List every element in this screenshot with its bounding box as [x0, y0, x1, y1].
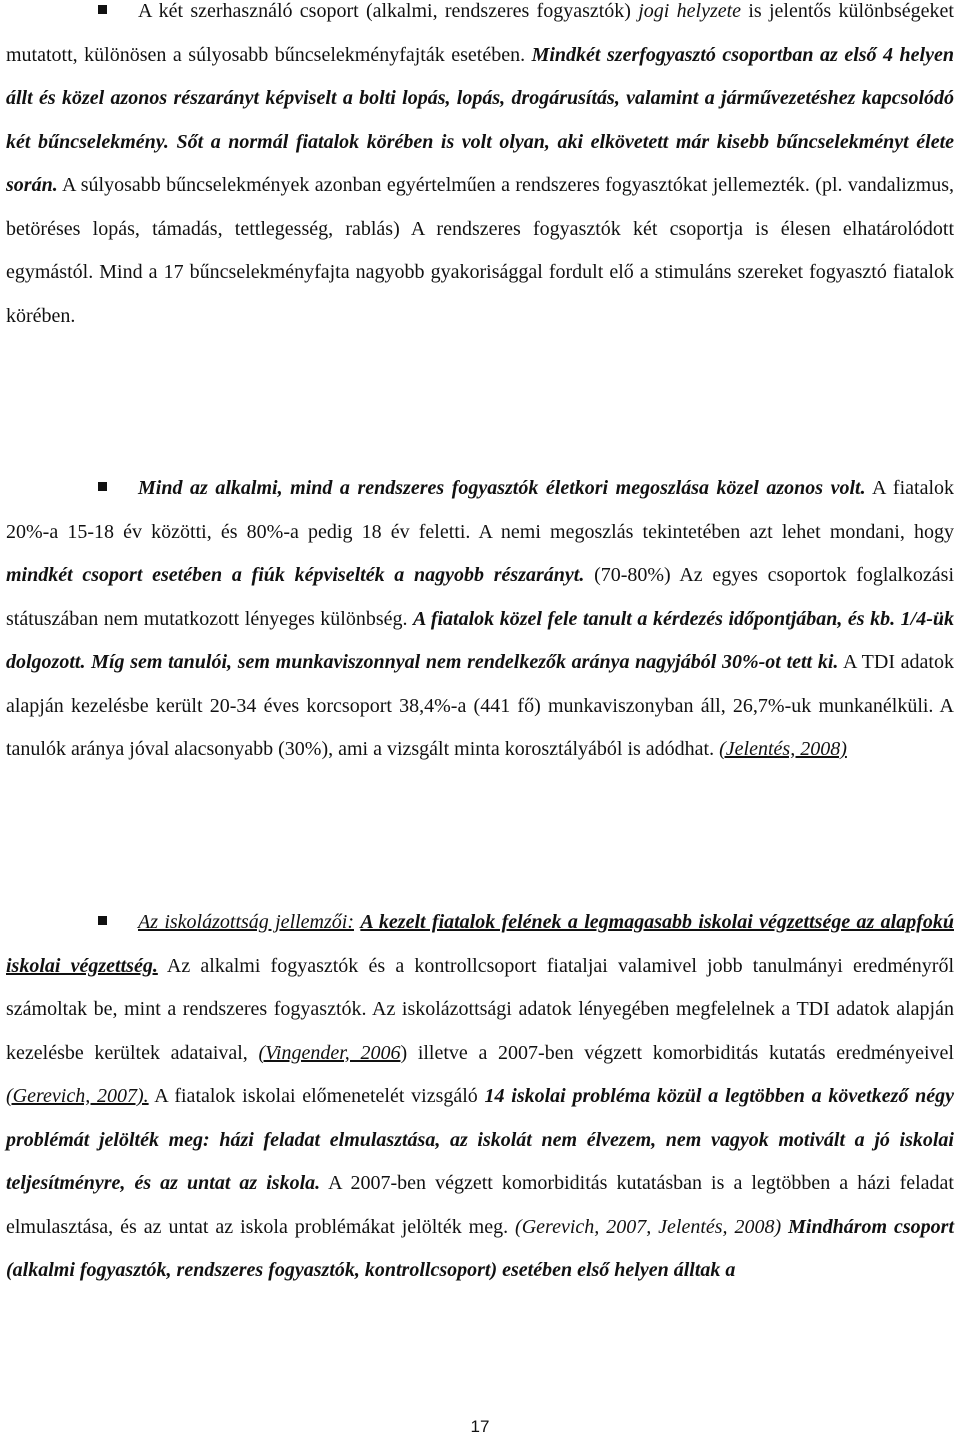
text-run: A kezelt fiatalok felének a legmagasabb iskolai végzettsége az alapfokú iskolai végzettség. — [6, 911, 954, 977]
text-run: (Jelentés, 2008) — [719, 738, 847, 760]
text-run: A súlyosabb bűncselekmények azonban egyértelműen a rendszeres fogyasztókat jellemezték. (pl. vandalizmus, betöréses lopás, támadás, tettlegesség, rablás) A rendszeres fogyasztók két csoportja is élesen elhatárolódott egymástól. Mind a 17 bűncselekményfajta nagyobb gyakorisággal fordult elő a stimuláns szereket fogyasztó fiatalok körében. — [6, 174, 954, 327]
paragraph-education — [6, 901, 954, 1293]
text-run: (70-80%) Az egyes csoportok foglalkozási státuszában nem mutatkozott lényeges különbség. — [6, 564, 955, 630]
text-run: Az iskolázottság jellemzői: — [138, 911, 354, 933]
text-run: Mindkét szerfogyasztó csoportban az első 4 helyen állt és közel azonos részarányt képviselt a bolti lopás, lopás, drogárusítás, valamint a járművezetéshez kapcsolódó két bűncselekmény. — [6, 43, 954, 153]
text-run: A TDI adatok alapján kezelésbe került 20-34 éves korcsoport 38,4%-a (441 fő) munkaviszonyban áll, 26,7%-uk munkanélküli. A tanulók aránya jóval alacsonyabb (30%), ami a vizsgált minta korosztályából is adódhat. — [6, 651, 954, 760]
paragraph-body — [6, 911, 954, 1281]
paragraph-age-distribution — [6, 467, 954, 772]
text-run: Sőt a normál fiatalok körében is volt olyan, aki elkövetett már kisebb bűncselekményt élete során. — [6, 130, 955, 196]
text-run: A fiatalok 20%-a 15-18 év közötti, és 80%-a pedig 18 év feletti. A nemi megoszlás tekintetében azt lehet mondani, hogy — [6, 477, 955, 543]
text-run: mindkét csoport esetében a fiúk képviselték a nagyobb részarányt. — [6, 564, 585, 586]
text-run: (Gerevich, 2007, Jelentés, 2008) — [515, 1215, 782, 1238]
text-run: jogi helyzete — [638, 0, 742, 22]
text-run: (Vingender, 2006 — [258, 1041, 401, 1064]
paragraph-body — [6, 477, 954, 760]
square-bullet-icon — [98, 482, 107, 491]
text-run: 14 iskolai probléma közül a legtöbben a következő négy problémát jelölték meg: házi feladat elmulasztása, az iskolát nem élvezem, nem vagyok motivált a jó iskolai teljesítményre, és az untat az iskola. — [6, 1085, 955, 1194]
text-run: Az alkalmi fogyasztók és a kontrollcsoport fiataljai valamivel jobb tanulmányi eredményről számoltak be, mint a rendszeres fogyasztók. Az iskolázottsági adatok lényegében megfelelnek a TDI adatok alapján kezelésbe kerültek adataival, — [6, 954, 955, 1064]
text-run: ) illetve a 2007-ben végzett komorbiditás kutatás eredményeivel — [400, 1041, 954, 1064]
text-run: A fiatalok közel fele tanult a kérdezés időpontjában, és kb. 1/4-ük dolgozott. — [6, 607, 954, 673]
text-run: A fiatalok iskolai előmenetelét vizsgáló — [148, 1085, 485, 1107]
text-run: Mind az alkalmi, mind a rendszeres fogyasztók életkori megoszlása közel azonos volt. — [138, 477, 866, 499]
paragraph-legal-status — [6, 0, 954, 338]
text-run: (Gerevich, 2007). — [6, 1085, 149, 1107]
paragraph-body — [6, 0, 954, 327]
square-bullet-icon — [98, 916, 107, 925]
square-bullet-icon — [98, 5, 107, 14]
text-run: Mindhárom csoport (alkalmi fogyasztók, rendszeres fogyasztók, kontrollcsoport) esetében első helyen álltak a — [6, 1215, 955, 1281]
text-run: is jelentős különbségeket mutatott, különösen a súlyosabb bűncselekményfajták esetében. — [6, 0, 954, 66]
text-run: Míg sem tanulói, sem munkaviszonnyal nem rendelkezők aránya nagyjából 30%-ot tett ki. — [91, 651, 839, 673]
page-number: 17 — [470, 1417, 490, 1436]
text-run: A két szerhasználó csoport (alkalmi, rendszeres fogyasztók) — [138, 0, 639, 22]
text-run: A 2007-ben végzett komorbiditás kutatásban is a legtöbben a házi feladat elmulasztása, és az untat az iskola problémákat jelölték meg. — [6, 1172, 954, 1238]
